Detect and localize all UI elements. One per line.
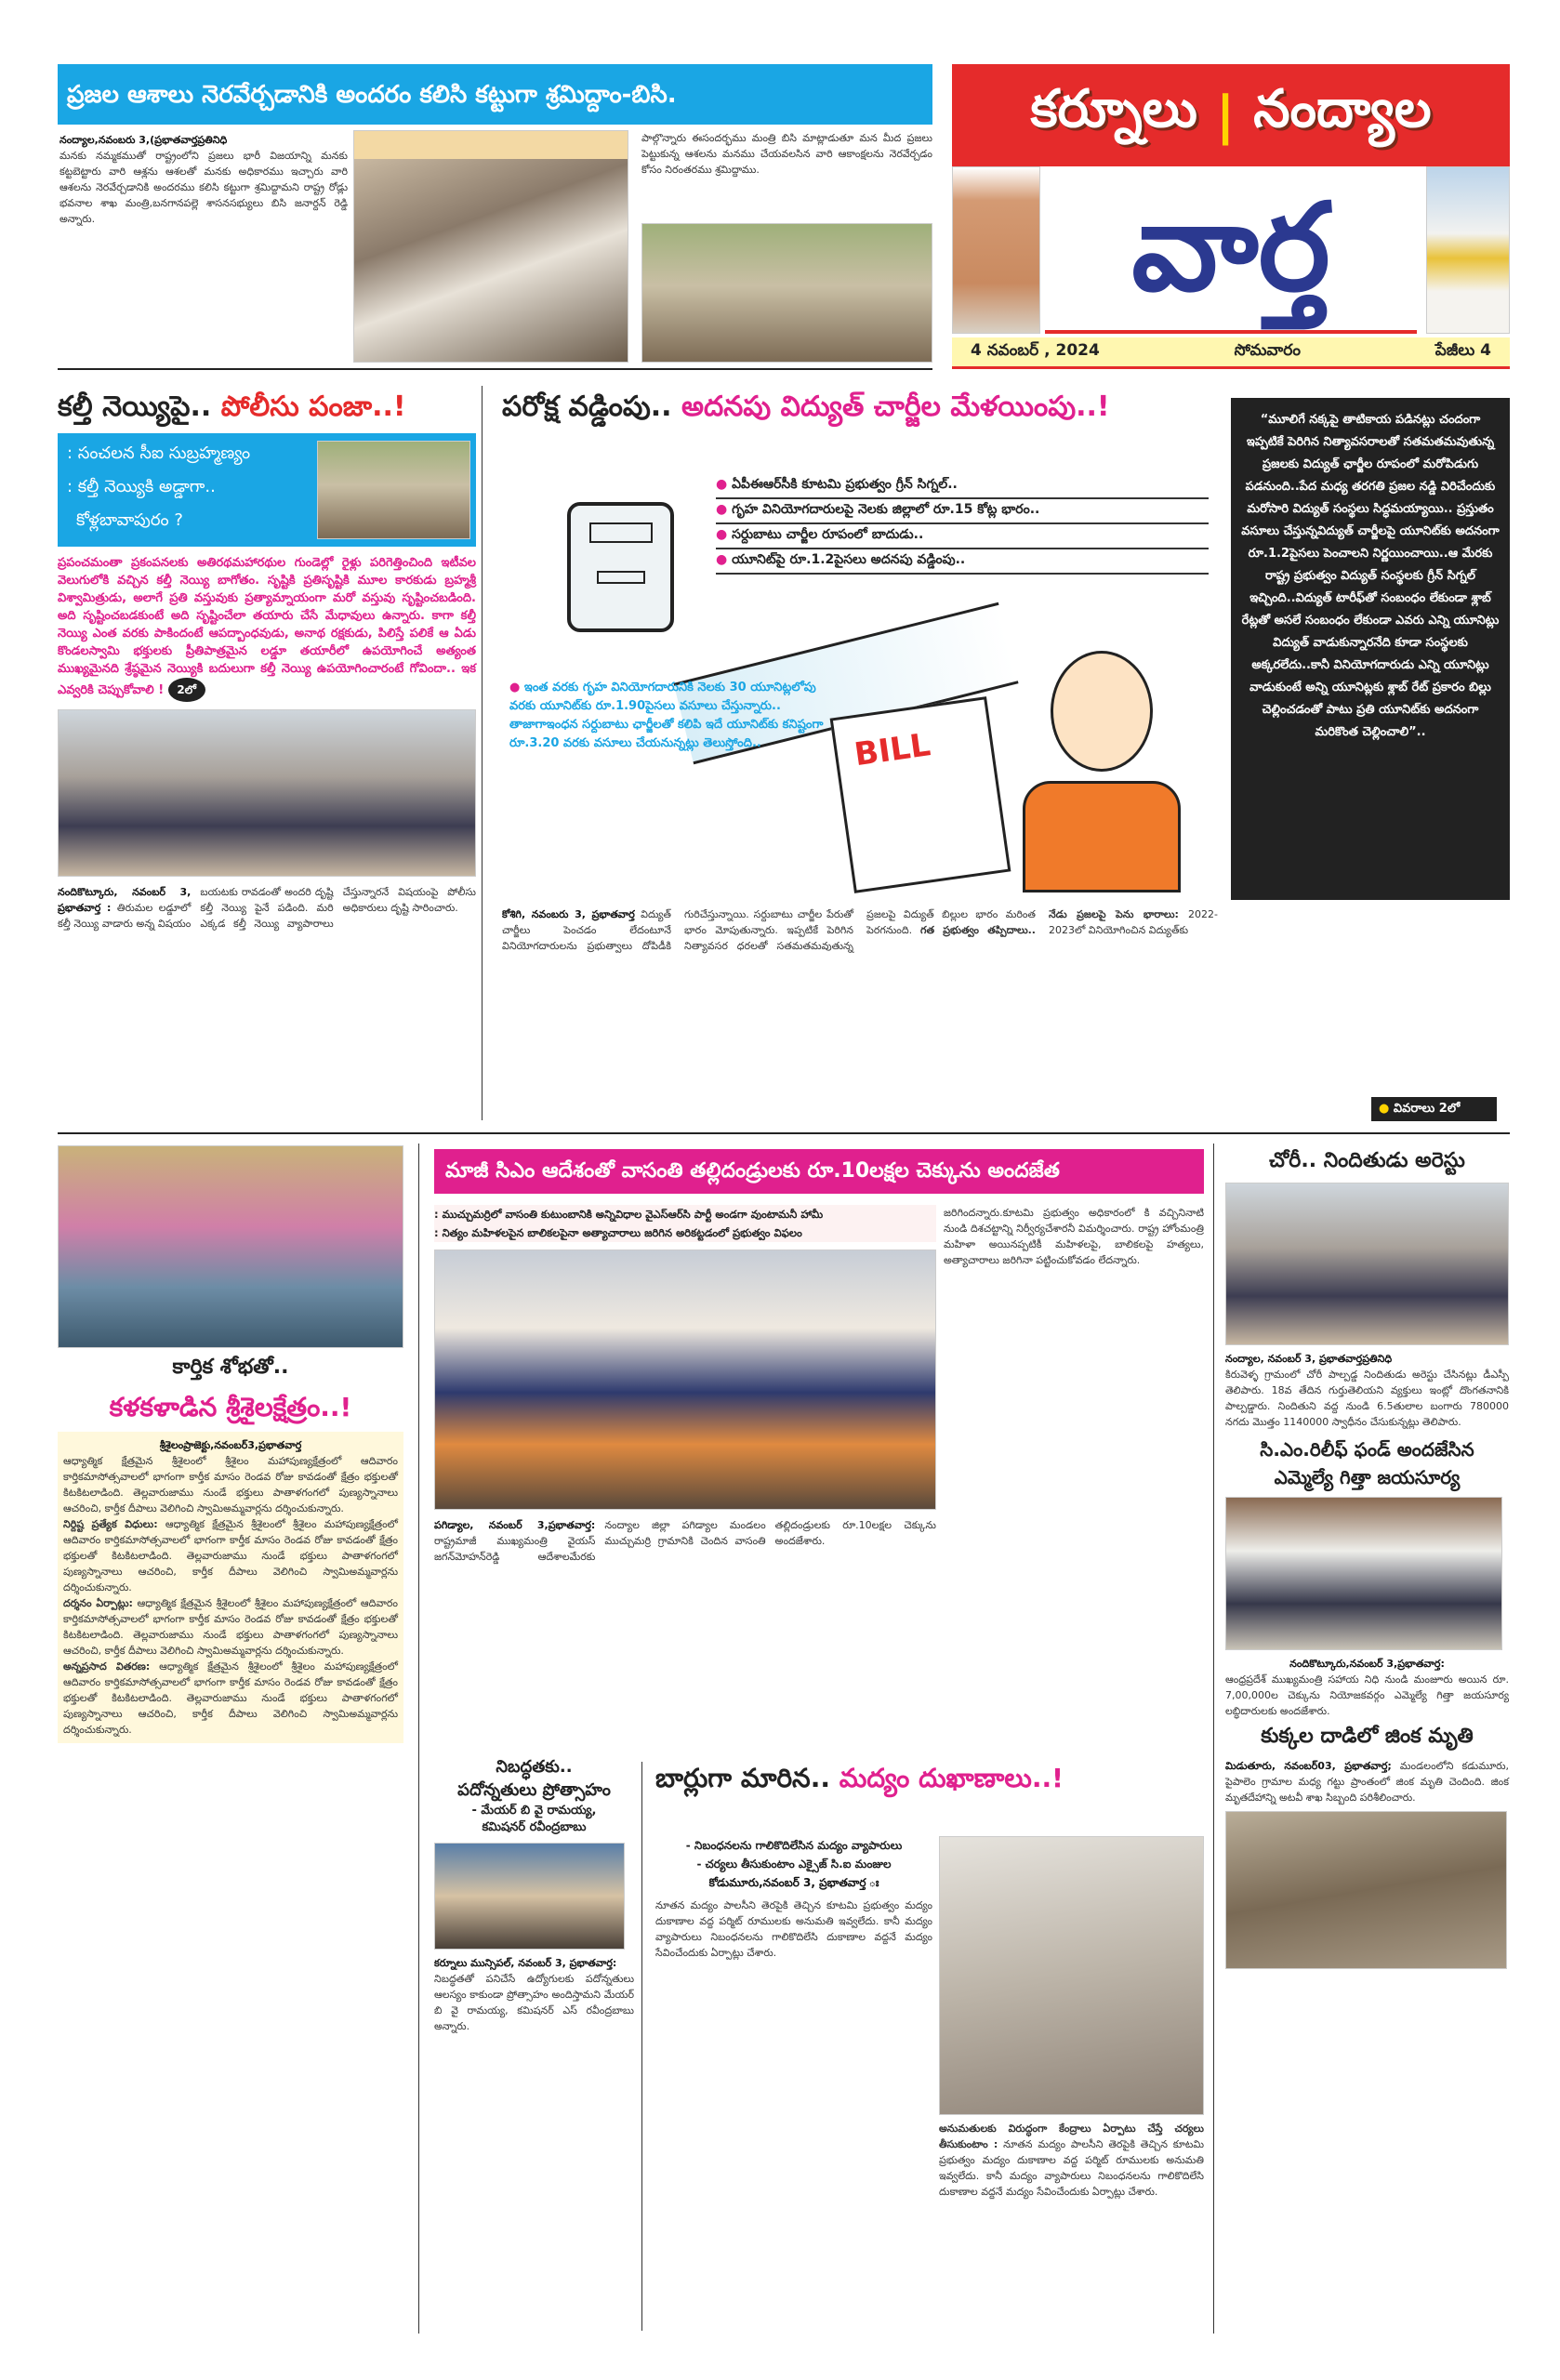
deer-text: మిడుతూరు, నవంబర్03, ప్రభాతవార్త; మండలంలోని కడుమూరు, పైపాలెం గ్రామాల మధ్య గట్టు ప్రాంతంలో జింక మృతి చెందింది. జింక మృతదేహాన్ని అటవీ శాఖ సిబ్బంది పరిశీలించారు.	[1225, 1760, 1510, 1804]
deer-photo	[1225, 1811, 1507, 1969]
vasanthi-text: పగిడ్యాల, నవంబర్ 3,ప్రభాతవార్త: రాష్ట్రమాజీ ముఖ్యమంత్రి వైయస్ జగన్‌మోహన్‌రెడ్డి ఆదేశాలమేరకు నంద్యాల జిల్లా పగిడ్యాల మండలం ముచ్చుమర్రి గ్రామానికి చెందిన వాసంతి తల్లిదండ్రులకు రూ.10లక్షల చెక్కును అందజేశారు.	[434, 1519, 936, 1563]
srisailam-headline: కళకళాడిన శ్రీశైలక్షేత్రం..!	[109, 1392, 352, 1422]
power-text: కోశిగి, నవంబరు 3, ప్రభాతవార్త విద్యుత్ చార్జీలు పెంచడం లేదంటూనే వినియోగదారులను ప్రభుత్వాలు దోపిడీకి గురిచేస్తున్నాయి. సర్దుబాటు చార్జీల పేరుతో భారం మోపుతున్నారు. ఇప్పటికే పెరిగిన నిత్యావసర ధరలతో సతమతమవుతున్న ప్రజలపై విద్యుత్ బిల్లుల భారం మరింత పెరగనుంది. గత ప్రభుత్వం తప్పిదాలు.. నేడు ప్రజలపై పెను భారాలు: 2022-2023లో వినియోగించిన విద్యుత్‌కు	[502, 908, 1218, 952]
vasanthi-subheads: : ముచ్చుమర్రిలో వాసంతి కుటుంబానికి అన్నివిధాల వైఎస్ఆర్‌సి పార్టీ అండగా వుంటామనీ హామీ : నిత్యం మహిళలపైన బాలికలపైనా అత్యాచారాలు జరిగిన అరికట్టడంలో ప్రభుత్వం విఫలం	[434, 1205, 936, 1242]
ghee-intro: ప్రపంచమంతా ప్రకంపనలకు అతిరథమహారథుల గుండెల్లో రైళ్లు పరిగెత్తించింది ఇటీవల వెలుగులోకి వచ్చిన కల్తీ నెయ్యి బాగోతం. సృష్టికి ప్రతిసృష్టికి మూల కారకుడు బ్రహ్మశ్రీ విశ్వామిత్రుడు, అలాగే ప్రతి వస్తువుకు ప్రత్యామ్నాయంగా మరో వస్తువు సృష్టించబడింది. అది సృష్టించబడకుంటే అది సృష్టించేలా తయారు చేసే మేధావులు ఉన్నారు. కాగా కల్తీ నెయ్యి ఎంత వరకు పాకిందంటే ఆపద్బాంధవుడు, అనాథ రక్షకుడు, పిలిస్తే పలికే ఆ ఏడు కొండలస్వామి భక్తులకు ప్రీతిపాత్రమైన లడ్డూ తయారీలో ఉపయోగించే అత్యంత ముఖ్యమైనది శ్రేష్ఠమైన నెయ్యికి బదులుగా కల్తీ నెయ్యి ఉపయోగించారంటే గోవిందా.. ఇక ఎవ్వరికి చెప్పుకోవాలి ! 2లో	[58, 554, 476, 702]
masthead	[952, 64, 1510, 371]
right-column	[1225, 1149, 1509, 1969]
liquor-right	[939, 1836, 1204, 2200]
date-bar	[952, 337, 1510, 369]
mayor-text: కర్నూలు మున్సిపల్, నవంబర్ 3, ప్రభాతవార్త: నిబద్ధతతో పనిచేసే ఉద్యోగులకు పదోన్నతులు ఆలస్యం కాకుండా ప్రోత్సాహం అందిస్తామని మేయర్ బి వై రామయ్య, కమిషనర్ ఎస్ రవీంద్రబాబు అన్నారు.	[434, 1957, 634, 2032]
liquor-subheads: - నిబంధనలను గాలికొదిలేసిన మద్యం వ్యాపారులు - చర్యలు తీసుకుంటాం ఎక్సైజ్ సి.ఐ మంజుల కోడుమూరు,నవంబర్ 3, ప్రభాతవార్త ః	[685, 1839, 903, 1889]
electricity-meter-illustration	[567, 502, 674, 632]
power-quote-box: “మూలిగే నక్కపై తాటికాయ పడినట్లు చందంగా ఇప్పటికే పెరిగిన నిత్యావసరాలతో సతమతమవుతున్న ప్రజలకు విద్యుత్ ఛార్జీల రూపంలో మరోపిడుగు పడనుంది..పేద మధ్య తరగతి ప్రజల నడ్డి విరిచేందుకు మరోసారి విద్యుత్ సంస్థలు సిద్ధమయ్యాయి.. ప్రస్తుతం వసూలు చేస్తున్నవిద్యుత్ చార్జీలపై యూనిట్‌కు అదనంగా రూ.1.2పైసలు పెంచాలని నిర్ణయించాయి..ఆ మేరకు రాష్ట్ర ప్రభుత్వం విద్యుత్ సంస్థలకు గ్రీన్ సిగ్నల్ ఇచ్చింది..విద్యుత్ టారీఫ్‌తో సంబంధం లేకుండా శ్లాబ్ రేట్లతో అసలే సంబంధం లేకుండా ఎవరు ఎన్ని యూనిట్లు విద్యుత్ వాడుకున్నారనేది కూడా సంస్థలకు అక్కరలేదు..కానీ వినియోగదారుడు ఎన్ని యూనిట్లు వాడుకుంటే అన్ని యూనిట్లకు శ్లాబ్ రేట్ ప్రకారం బిల్లు చెల్లించడంతో పాటు ప్రతి యూనిట్‌కు అదనంగా మరికొంత చెల్లించాలి”..	[1231, 398, 1510, 900]
edition-band: కర్నూలు | నంద్యాల	[952, 64, 1510, 166]
event-photo	[641, 223, 932, 363]
srisailam-story	[58, 1145, 403, 1743]
power-bullets	[716, 474, 1209, 575]
ghee-story	[58, 389, 476, 932]
cm-relief-photo	[1225, 1497, 1502, 1650]
top-story-headline: ప్రజల ఆశాలు నెరవేర్చడానికి అందరం కలిసి కట్టుగా శ్రమిద్దాం-బిసి.	[67, 80, 677, 109]
issue-date: 4 నవంబర్ , 2024	[971, 340, 1100, 360]
arrest-photo	[1225, 1183, 1509, 1345]
vasanthi-banner: మాజీ సిఎం ఆదేశంతో వాసంతి తల్లిదండ్రులకు రూ.10లక్షల చెక్కును అందజేత	[434, 1149, 1204, 1194]
cheque-handover-photo	[434, 1250, 936, 1510]
ghee-raid-photo	[58, 709, 476, 877]
cm-relief-headline: సి.ఎం.రిలీఫ్ ఫండ్ అందజేసిన ఎమ్మెల్యే గిత్తా జయసూర్య	[1260, 1438, 1474, 1488]
page-count: పేజీలు 4	[1434, 340, 1491, 360]
srisailam-photo	[58, 1145, 403, 1348]
power-callout: ● ఇంత వరకు గృహ వినియోగదారునికి నెలకు 30 యూనిట్లలోపు వరకు యూనిట్‌కు రూ.1.90పైసలు వసూలు చేస్తున్నారు.. తాజాగాఇంధన సర్దుబాటు ఛార్జీలతో కలిపి ఇదే యూనిట్‌కు కనిష్టంగా రూ.3.20 వరకు వసూలు చేయనున్నట్లు తెలుస్తోంది..	[509, 681, 824, 750]
liquor-left	[655, 1836, 932, 1961]
bill-sheet: BILL	[830, 696, 1011, 893]
issue-day: సోమవారం	[1234, 340, 1301, 360]
vasanthi-main	[434, 1205, 936, 1565]
cm-relief-text: నందికొట్కూరు,నవంబర్ 3,ప్రభాతవార్త: ఆంధ్రప్రదేశ్ ముఖ్యమంత్రి సహాయ నిధి నుండి మంజూరు అయిన రూ. 7,00,000ల చెక్కును నియోజకవర్గం ఎమ్మెల్యే గిత్తా జయసూర్య లబ్ధిదారులకు అందజేశారు.	[1225, 1658, 1509, 1717]
srisailam-kicker: కార్తిక శోభతో..	[172, 1355, 289, 1379]
bullet-item: ● గృహ వినియోగదారులపై నెలకు జిల్లాలో రూ.15 కోట్ల భారం..	[716, 499, 1209, 524]
details-link[interactable]: ● వివరాలు 2లో	[1371, 1097, 1497, 1121]
bullet-item: ● సర్దుబాటు చార్జీల రూపంలో బాదుడు..	[716, 524, 1209, 549]
nandi-photo	[1426, 166, 1510, 334]
srisailam-text: శ్రీశైలంప్రాజెక్టు,నవంబర్3,ప్రభాతవార్త ఆధ్యాత్మిక క్షేత్రమైన శ్రీశైలంలో శ్రీశైలం మహాపుణ్యక్షేత్రంలో ఆదివారం కార్తికమాసోత్సవాలలో భాగంగా కార్తీక మాసం రెండవ రోజు కావడంతో క్షేత్రం భక్తులతో కిటకిటలాడింది. తెల్లవారుజాము నుండే భక్తులు పాతాళగంగలో పుణ్యస్నానాలు ఆచరించి, కార్తీక దీపాలు వెలిగించి స్వామిఅమ్మవార్లను దర్శించుకున్నారు. నిర్దిష్ట ప్రత్యేక విధులు: ఆధ్యాత్మిక క్షేత్రమైన శ్రీశైలంలో శ్రీశైలం మహాపుణ్యక్షేత్రంలో ఆదివారం కార్తికమాసోత్సవాలలో భాగంగా కార్తీక మాసం రెండవ రోజు కావడంతో క్షేత్రం భక్తులతో కిటకిటలాడింది. తెల్లవారుజాము నుండే భక్తులు పాతాళగంగలో పుణ్యస్నానాలు ఆచరించి, కార్తీక దీపాలు వెలిగించి స్వామిఅమ్మవార్లను దర్శించుకున్నారు. దర్శనం ఏర్పాట్లు: ఆధ్యాత్మిక క్షేత్రమైన శ్రీశైలంలో శ్రీశైలం మహాపుణ్యక్షేత్రంలో ఆదివారం కార్తికమాసోత్సవాలలో భాగంగా కార్తీక మాసం రెండవ రోజు కావడంతో క్షేత్రం భక్తులతో కిటకిటలాడింది. తెల్లవారుజాము నుండే భక్తులు పాతాళగంగలో పుణ్యస్నానాలు ఆచరించి, కార్తీక దీపాలు వెలిగించి స్వామిఅమ్మవార్లను దర్శించుకున్నారు. అన్నప్రసాద వితరణ: ఆధ్యాత్మిక క్షేత్రమైన శ్రీశైలంలో శ్రీశైలం మహాపుణ్యక్షేత్రంలో ఆదివారం కార్తికమాసోత్సవాలలో భాగంగా కార్తీక మాసం రెండవ రోజు కావడంతో క్షేత్రం భక్తులతో కిటకిటలాడింది. తెల్లవారుజాము నుండే భక్తులు పాతాళగంగలో పుణ్యస్నానాలు ఆచరించి, కార్తీక దీపాలు వెలిగించి స్వామిఅమ్మవార్లను దర్శించుకున్నారు.	[58, 1432, 403, 1743]
vasanthi-side-text: జరిగిందన్నారు.కూటమి ప్రభుత్వం అధికారంలో కి వచ్చినినాటి నుండి దిశచట్టాన్ని నిర్వీర్యచేశారనీ విమర్శించారు. రాష్ట్ర హోంమంత్రి మహిళా అయినప్పటికీ మహిళలపై, బాలికలపై హత్యలు, అత్యాచారాలు జరిగినా పట్టించుకోవడం లేదన్నారు.	[944, 1207, 1204, 1266]
power-headline: పరోక్ష వడ్డింపు.. అదనపు విద్యుత్ చార్జీల మేళయింపు..!	[502, 390, 1110, 423]
deer-headline: కుక్కల దాడిలో జింక మృతి	[1261, 1725, 1474, 1748]
liquor-text: నూతన మద్యం పాలసీని తెరపైకి తెచ్చిన కూటమి ప్రభుత్వం మద్యం దుకాణాల వద్ద పర్మిట్ రూములకు అనుమతి ఇవ్వలేదు. కానీ మద్యం వ్యాపారులు నిబంధనలను గాలికొదిలేసి దుకాణాల వద్దనే మద్యం సేవించేందుకు ఏర్పాట్లు చేశారు.	[655, 1899, 932, 1959]
ghee-text: నందికొట్కూరు, నవంబర్ 3, ప్రభాతవార్త : తిరుమల లడ్డూలో కల్తీ నెయ్యి వాడారు అన్న విషయం బయటకు రావడంతో అందరి దృష్టి కల్తీ నెయ్యి పైనే పడింది. మరి ఎక్కడ కల్తీ నెయ్యి వ్యాపారాలు చేస్తున్నారనే విషయంపై పోలీసు అధికారులు దృష్టి సారించారు.	[58, 886, 476, 930]
liquor-text-2: అనుమతులకు విరుద్ధంగా కేంద్రాలు ఏర్పాటు చేస్తే చర్యలు తీసుకుంటాం : నూతన మద్యం పాలసీని తెరపైకి తెచ్చిన కూటమి ప్రభుత్వం మద్యం దుకాణాల వద్ద పర్మిట్ రూములకు అనుమతి ఇవ్వలేదు. కానీ మద్యం వ్యాపారులు నిబంధనలను గాలికొదిలేసి దుకాణాల వద్దనే మద్యం సేవించేందుకు ఏర్పాట్లు చేశారు.	[939, 2122, 1204, 2198]
liquor-shop-photo	[939, 1836, 1204, 2115]
mayor-story	[434, 1757, 634, 2034]
newspaper-logo: వార్త	[1045, 168, 1417, 334]
chori-text: నంద్యాల, నవంబర్ 3, ప్రభాతవార్తప్రతినిధి కిరువెళ్ళ గ్రామంలో చోరీ పాల్పడ్డ నిందితుడు అరెస్టు చేసినట్లు డీఎస్పీ తెలిపారు. 18వ తేదిన గుర్తుతెలియని వ్యక్తులు ఇంట్లో దొంగతనానికి పాల్పడ్డారు. నిందితుని వద్ద నుండి 6.5తులాల బంగారు 780000 నగదు మొత్తం 1140000 స్వాధీనం చేసుకున్నట్లు తెలిపారు.	[1225, 1353, 1509, 1428]
fort-photo	[952, 166, 1040, 334]
top-story-banner	[58, 64, 932, 125]
shocked-man-illustration	[1013, 651, 1181, 892]
bullet-item: ● యూనిట్‌పై రూ.1.2పైసలు అదనపు వడ్డింపు..	[716, 549, 1209, 575]
liquor-headline: బార్లుగా మారిన.. మద్యం దుఖాణాలు..!	[655, 1763, 1064, 1793]
mayor-photo	[434, 1843, 625, 1950]
ghee-subheads-box: : సంచలన సీఐ సుబ్రహ్మణ్యం : కల్తీ నెయ్యికి అడ్డాగా.. కోళ్లబావాపురం ?	[58, 433, 476, 547]
bullet-item: ● ఏపీఈఆర్‌సీకి కూటమి ప్రభుత్వం గ్రీన్ సిగ్నల్..	[716, 474, 1209, 499]
mayor-headline: నిబద్ధతకు.. పదోన్నతులు ప్రోత్సాహం - మేయర్ బి వై రామయ్య, కమిషనర్ రవీంద్రబాబు	[457, 1757, 611, 1834]
top-story-text: నంద్యాల,నవంబరు 3,(ప్రభాతవార్తప్రతినిధి మనకు నమ్మకముతో రాష్ట్రంలోని ప్రజలు భారీ విజయాన్ని మనకు కట్టబెట్టారు వారి ఆశ్లను ఆశలతో మనకు అధికారము ఇచ్చారు వారి ఆశలను నెరవేర్చడానికి అందరము కలిసి కట్టుగా శ్రమిద్దామని రాష్ట్ర రోడ్లు భవనాల శాఖ మంత్రి,బనగానపల్లె శాసనసభ్యులు బిసి జనార్దన్ రెడ్డి అన్నారు.	[59, 134, 348, 225]
top-story-text-2: పాల్గొన్నారు ఈసందర్భము మంత్రి బిసి మాట్లాడుతూ మన మీద ప్రజలు పెట్టుకున్న ఆశలను మనము చేయవలసిన వారి ఆకాంక్షలను నెరవేర్చడం కోసం నిరంతరము శ్రమిద్దాము.	[641, 132, 932, 176]
police-photo	[317, 441, 470, 539]
continued-badge: 2లో	[168, 678, 205, 702]
minister-photo	[353, 130, 628, 363]
chori-headline: చోరీ.. నిందితుడు అరెస్టు	[1269, 1149, 1465, 1172]
ghee-headline: కల్తీ నెయ్యిపై.. పోలీసు పంజా..!	[58, 390, 406, 423]
